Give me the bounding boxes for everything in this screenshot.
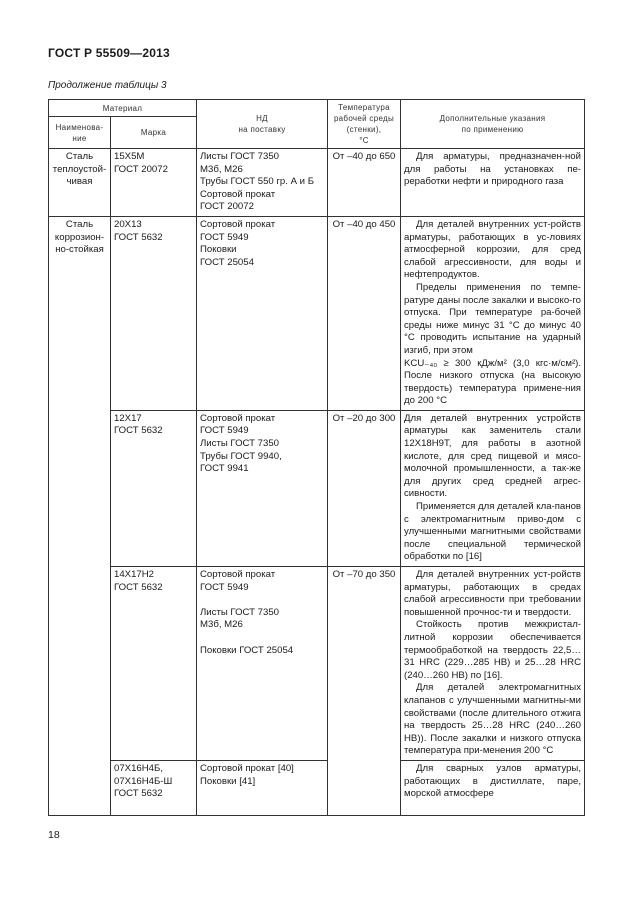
table-row xyxy=(49,149,585,217)
grade-header: Марка xyxy=(111,117,197,149)
delivery-standard: Сортовой прокат [40] Поковки [41] xyxy=(197,760,328,815)
material-name: Сталь теплоустой- чивая xyxy=(49,149,111,217)
material-header: Материал xyxy=(49,100,197,117)
note-paragraph: Для арматуры, предназначен-ной для работы на установках пе-реработки нефти и природного газа xyxy=(404,151,581,188)
temperature-range: От –70 до 350 xyxy=(328,567,401,816)
note-paragraph: Применяется для деталей кла-панов с электромагнитным приво-дом с улучшенными магнитными свойствами после специальной термической обработки по [16] xyxy=(404,501,581,563)
material-grade: 20Х13 ГОСТ 5632 xyxy=(111,216,197,410)
nd-header: НД на поставку xyxy=(197,100,328,149)
delivery-standard: Сортовой прокат ГОСТ 5949 Листы ГОСТ 7350 Трубы ГОСТ 9940, ГОСТ 9941 xyxy=(197,410,328,566)
note-paragraph: Для сварных узлов арматуры, работающих в дистиллате, паре, морской атмосфере xyxy=(404,762,581,800)
material-name: Сталь коррозион- но-стойкая xyxy=(49,216,111,815)
note-paragraph: Пределы применения по темпе-ратуре даны после закалки и высоко-го отпуска. При температуре ра-бочей среды ниже минус 31 °С до минус 40 °С проводить испытание на ударный изгиб, при этом xyxy=(404,281,581,356)
temp-header: Температура рабочей среды (стенки), °С xyxy=(328,100,401,149)
usage-notes xyxy=(401,760,585,815)
header-row-1 xyxy=(49,100,585,117)
page-number: 18 xyxy=(48,829,60,841)
delivery-standard: Листы ГОСТ 7350 М3б, М26 Трубы ГОСТ 550 гр. А и Б Сортовой прокат ГОСТ 20072 xyxy=(197,149,328,217)
material-grade: 12Х17 ГОСТ 5632 xyxy=(111,410,197,566)
material-grade: 14Х17Н2 ГОСТ 5632 xyxy=(111,567,197,761)
usage-notes xyxy=(401,216,585,410)
material-grade: 07Х16Н4Б, 07Х16Н4Б-Ш ГОСТ 5632 xyxy=(111,760,197,815)
name-header: Наименова- ние xyxy=(49,117,111,149)
note-paragraph: Для деталей внутренних уст-ройств арматуры, работающих в ус-ловиях атмосферной коррозии, для сред слабой агрессивности, для воды и нефтепродуктов. xyxy=(404,218,581,281)
note-paragraph: Для деталей внутренних устройств арматуры как заменитель стали 12Х18Н9Т, для работы в азотной кислоте, для сред пищевой и мясо-молочной промышленности, а так-же для других сред средней агрес-сивности. xyxy=(404,412,581,500)
table-row xyxy=(49,567,585,761)
table-row xyxy=(49,410,585,566)
material-grade: 15Х5М ГОСТ 20072 xyxy=(111,149,197,217)
table-caption: Продолжение таблицы 3 xyxy=(48,80,167,91)
usage-notes xyxy=(401,149,585,217)
note-paragraph: Для деталей внутренних уст-ройств арматуры, работающих в средах слабой агрессивности при требовании повышенной прочнос-ти и твердости. xyxy=(404,569,581,618)
usage-notes xyxy=(401,567,585,761)
document-title: ГОСТ Р 55509—2013 xyxy=(48,46,170,60)
usage-notes xyxy=(401,410,585,566)
temperature-range: От –40 до 450 xyxy=(328,216,401,410)
note-paragraph: Стойкость против межкристал-литной коррозии обеспечивается термообработкой на твердость 22,5…31 HRC (229…285 НВ) и 25…28 HRC (240…260 НВ) по [16]. xyxy=(404,619,581,681)
note-paragraph: KCU₋₄₀ ≥ 300 кДж/м² (3,0 кгс·м/см²). После низкого отпуска (на высокую твердость) температура примене-ния до 200 °С xyxy=(404,357,581,407)
delivery-standard: Сортовой прокат ГОСТ 5949 Листы ГОСТ 7350 М3б, М26 Поковки ГОСТ 25054 xyxy=(197,567,328,761)
temperature-range: От –40 до 650 xyxy=(328,149,401,217)
temperature-range: От –20 до 300 xyxy=(328,410,401,566)
note-paragraph: Для деталей электромагнитных клапанов с улучшенными магнитны-ми свойствами (после длительного отжига на твердость 25…28 HRC (240…260 НВ)). После закалки и низкого отпуска температура при-менения 200 °С xyxy=(404,682,581,757)
table-row xyxy=(49,216,585,410)
delivery-standard: Сортовой прокат ГОСТ 5949 Поковки ГОСТ 25054 xyxy=(197,216,328,410)
table-row xyxy=(49,760,585,815)
notes-header: Дополнительные указания по применению xyxy=(401,100,585,149)
materials-table xyxy=(48,99,585,816)
